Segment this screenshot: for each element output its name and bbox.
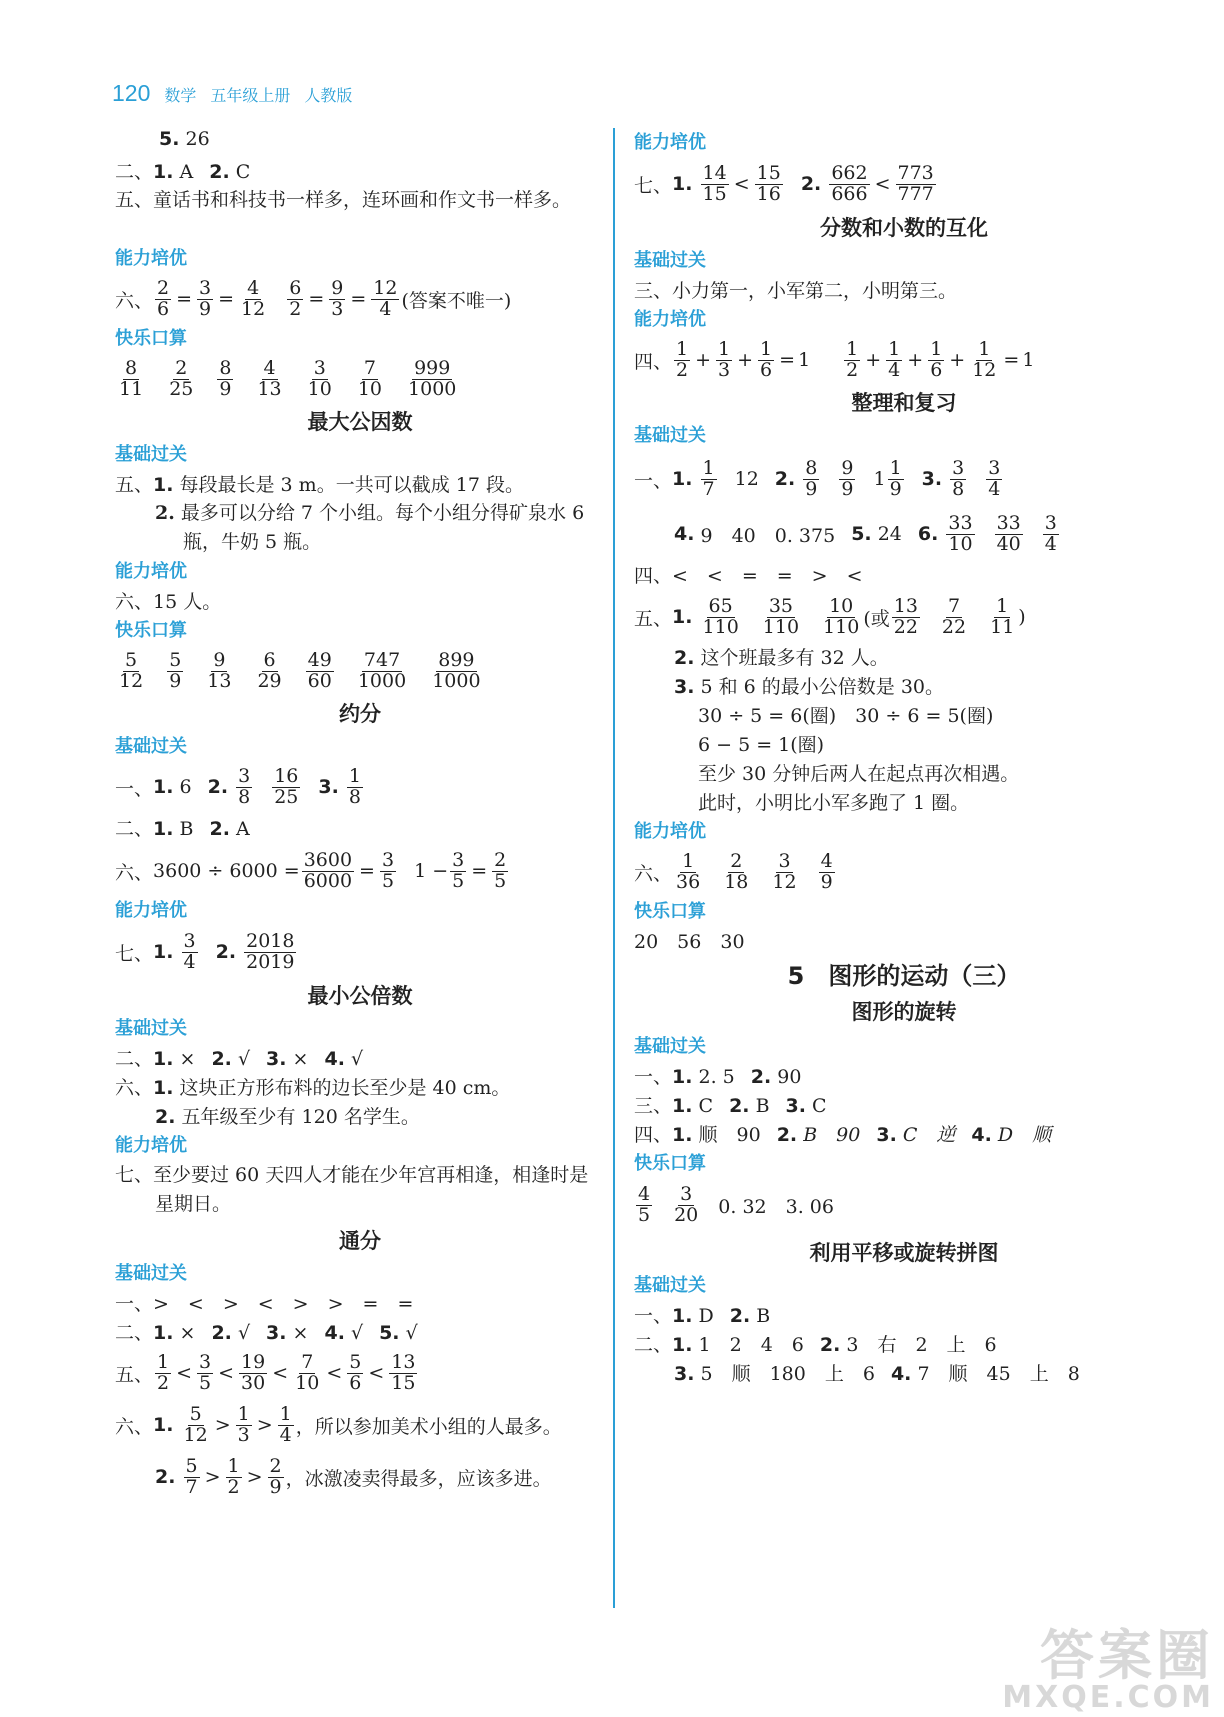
answer-line: 一、1. 2. 5 2. 90	[634, 1066, 802, 1088]
section-label: 能力培优	[115, 900, 187, 921]
page-number: 120	[112, 80, 151, 106]
fraction: 662 666	[831, 161, 868, 205]
answer-line: 二、1. A 2. C	[115, 161, 251, 183]
watermark-logo: 答案圈 MXQE.COM	[1002, 1624, 1214, 1715]
column-divider	[613, 128, 615, 1608]
chapter-title: 5 图形的运动（三）	[787, 962, 1021, 990]
answer-line: 六、 $\frac{2}{6}$ = $\frac{3}{9}$ = $\frac{4}{12}$ $\frac{6}{2}$ = $\frac{9}{3}$ = $\frac{12}{4}$ (答案不唯一)	[115, 276, 512, 320]
answer-line: 二、1. B 2. A	[115, 818, 250, 840]
fraction: 6 29	[257, 648, 282, 692]
answer-line: 六、1. 这块正方形布料的边长至少是 40 cm。	[115, 1077, 511, 1099]
section-label: 基础过关	[115, 444, 187, 465]
section-label: 能力培优	[634, 821, 706, 842]
fraction: 1 2	[157, 1350, 170, 1394]
fraction: 4 13	[257, 356, 282, 400]
section-label: 快乐口算	[634, 1153, 706, 1174]
answer-line	[115, 354, 605, 404]
section-title: 通分	[339, 1229, 381, 1253]
fraction: 8 11	[119, 356, 144, 400]
fraction: 8 9	[219, 356, 232, 400]
answer-line: 一、> < > < > > = =	[115, 1293, 414, 1315]
section-title: 最小公倍数	[307, 984, 413, 1008]
fraction: 3 4	[183, 929, 196, 973]
right-column	[634, 128, 1174, 1388]
answer-line: 至少 30 分钟后两人在起点再次相遇。	[698, 763, 1020, 785]
fraction: $\frac{9}{3}$	[331, 276, 344, 320]
fraction: 3 10	[307, 356, 332, 400]
fraction: $\frac{12}{4}$	[373, 276, 398, 320]
answer-line: 6 − 5 = 1(圈)	[698, 734, 825, 756]
answer-line: 三、1. C 2. B 3. C	[634, 1095, 827, 1117]
fraction: 1 4	[279, 1402, 292, 1446]
answer-line: 二、1. 1 2 4 6 2. 3 右 2 上 6	[634, 1334, 997, 1356]
fraction: 7 22	[941, 594, 967, 638]
answer-line: 5. 26	[159, 128, 210, 150]
fraction: $\frac{3}{9}$	[199, 276, 212, 320]
fraction: 1 9	[889, 456, 902, 500]
fraction: $\frac{3}{5}$	[452, 848, 465, 892]
fraction: 33 40	[996, 511, 1021, 555]
fraction: 1 7	[702, 456, 715, 500]
answer-line: 七、至少要过 60 天四人才能在少年宫再相逢，相逢时是星期日。	[115, 1164, 589, 1215]
section-label: 基础过关	[115, 1263, 187, 1284]
answer-line: 四、 1 2 + $\frac{1}{3}$ + $\frac{1}{6}$ = 1 1 2 + $\frac{1}{4}$ + $\frac{1}{6}$ + $\frac{1}{12}$ = 1	[634, 337, 1035, 381]
fraction: 3 5	[199, 1350, 212, 1394]
fraction: $\frac{1}{12}$	[972, 337, 997, 381]
answer-line: 六、 1 36 2 18 3 12 4 9	[634, 849, 833, 893]
fraction: $\frac{2}{6}$	[157, 276, 170, 320]
fraction: 10 110	[823, 594, 860, 638]
answer-line: 五、1. 每段最长是 3 m。一共可以截成 17 段。	[115, 474, 524, 496]
section-title: 整理和复习	[851, 391, 957, 415]
fraction: 9 13	[207, 648, 232, 692]
fraction: 16 25	[274, 764, 299, 808]
fraction: 4 5	[638, 1182, 651, 1226]
fraction: 2018 2019	[246, 929, 295, 973]
fraction: 5 9	[169, 648, 182, 692]
answer-line	[115, 646, 605, 696]
fraction: 1 8	[348, 764, 361, 808]
fraction: 33 10	[948, 511, 973, 555]
section-label: 能力培优	[634, 132, 706, 153]
fraction: $\frac{1}{4}$	[888, 337, 901, 381]
section-label: 基础过关	[634, 1275, 706, 1296]
fraction: 49 60	[307, 648, 332, 692]
fraction: 899 1000	[432, 648, 481, 692]
fraction: $\frac{2}{5}$	[494, 848, 507, 892]
fraction: 5 12	[183, 1402, 208, 1446]
fraction: 13 22	[893, 594, 918, 638]
fraction: 1 2	[227, 1454, 240, 1498]
fraction: 5 12	[119, 648, 144, 692]
fraction: 65 110	[702, 594, 739, 638]
answer-line: 六、 1. 5 12 > 1 3 > 1 4 ，所以参加美术小组的人最多。	[115, 1402, 562, 1446]
section-label: 基础过关	[634, 425, 706, 446]
answer-line: 五、童话书和科技书一样多，连环画和作文书一样多。	[115, 189, 572, 211]
answer-line: 七、 1. 3 4 2. 2018 2019	[115, 929, 295, 973]
section-label: 能力培优	[115, 248, 187, 269]
answer-line: 五、 1. 65 110 35 110 10 110 (或 13 22 7 22 1 11 )	[634, 594, 1026, 638]
header-edition: 人教版	[304, 86, 353, 105]
answer-line: 4 5 3 20 0. 32 3. 06	[638, 1182, 834, 1226]
answer-line: 2. 这个班最多有 32 人。	[674, 647, 889, 669]
fraction: 3 12	[772, 849, 797, 893]
answer-line: 30 ÷ 5 = 6(圈) 30 ÷ 6 = 5(圈)	[698, 705, 994, 727]
answer-line: 2. 5 7 > 1 2 > 2 9 ，冰激凌卖得最多，应该多进。	[155, 1454, 552, 1498]
answer-line: 一、1. D 2. B	[634, 1305, 771, 1327]
answer-line: 3. 5 顺 180 上 6 4. 7 顺 45 上 8	[674, 1363, 1080, 1385]
fraction: 7 10	[357, 356, 383, 400]
section-label: 能力培优	[634, 309, 706, 330]
fraction: 1 11	[990, 594, 1015, 638]
fraction: 13 15	[391, 1350, 416, 1394]
answer-line: 四、< < = = > <	[634, 565, 863, 587]
answer-line: 三、小力第一，小军第二，小明第三。	[634, 280, 958, 302]
section-label: 能力培优	[115, 1135, 187, 1156]
answer-line: 六、15 人。	[115, 591, 222, 613]
fraction: 3 8	[238, 764, 251, 808]
answer-line: 四、1. 顺 90 2. B 90 3. C 逆 4. D 顺	[634, 1124, 1052, 1146]
section-label: 快乐口算	[115, 328, 187, 349]
answer-line: 二、1. × 2. √ 3. × 4. √ 5. √	[115, 1322, 418, 1344]
fraction: 2 25	[169, 356, 194, 400]
answer-line: 2. 五年级至少有 120 名学生。	[155, 1106, 420, 1128]
answer-line: 2. 最多可以分给 7 个小组。每个小组分得矿泉水 6 瓶，牛奶 5 瓶。	[155, 502, 585, 553]
section-title: 分数和小数的互化	[820, 216, 988, 240]
fraction: 747 1000	[357, 648, 407, 692]
fraction: $\frac{3600}{6000}$	[303, 848, 353, 892]
section-title: 利用平移或旋转拼图	[809, 1241, 999, 1265]
answer-line: 20 56 30	[634, 931, 745, 953]
fraction: 1 36	[676, 849, 701, 893]
answer-line: 一、 1. 6 2. 3 8 16 25 3. 1 8	[115, 764, 361, 808]
answer-line: 七、 1. 14 15 < 15 16 2. 662 666 < 773 777	[634, 161, 934, 205]
fraction: 999 1000	[408, 356, 457, 400]
section-label: 快乐口算	[115, 620, 187, 641]
answer-line: 此时，小明比小军多跑了 1 圈。	[698, 792, 970, 814]
fraction: 19 30	[241, 1350, 266, 1394]
fraction: 3 4	[988, 456, 1001, 500]
fraction: 773 777	[897, 161, 934, 205]
answer-line: 3. 5 和 6 的最小公倍数是 30。	[674, 676, 945, 698]
fraction: 8 9	[805, 456, 818, 500]
fraction: 35 110	[762, 594, 800, 638]
fraction: 15 16	[756, 161, 781, 205]
fraction: 1 3	[237, 1402, 250, 1446]
page-header	[112, 80, 352, 107]
fraction: 5 6	[349, 1350, 362, 1394]
section-label: 能力培优	[115, 561, 187, 582]
fraction: 9 9	[841, 456, 854, 500]
fraction: 2 9	[269, 1454, 282, 1498]
section-title: 图形的旋转	[851, 1000, 957, 1024]
section-title: 最大公因数	[307, 410, 413, 434]
fraction: 4 9	[820, 849, 833, 893]
section-label: 基础过关	[115, 1018, 187, 1039]
fraction: $\frac{1}{6}$	[930, 337, 943, 381]
fraction: 3 20	[674, 1182, 699, 1226]
fraction: 3 8	[952, 456, 965, 500]
section-label: 基础过关	[115, 736, 187, 757]
fraction: 5 7	[185, 1454, 198, 1498]
answer-line: 一、 1. 1 7 12 2. 8 9 9 9 1 1 9 3. 3 8 3 4	[634, 456, 1001, 500]
section-title: 约分	[339, 702, 381, 726]
fraction: $\frac{6}{2}$	[289, 276, 302, 320]
section-label: 基础过关	[634, 250, 706, 271]
fraction: 1 2	[846, 337, 859, 381]
answer-line: 五、 1 2 < 3 5 < 19 30 < 7 10 < 5 6 < 13 15	[115, 1350, 416, 1394]
fraction: $\frac{3}{5}$	[381, 848, 395, 892]
fraction: 3 4	[1044, 511, 1057, 555]
fraction: 1 2	[676, 337, 689, 381]
header-grade: 五年级上册	[210, 86, 291, 105]
section-label: 快乐口算	[634, 901, 706, 922]
fraction: $\frac{4}{12}$	[241, 276, 266, 320]
fraction: $\frac{1}{6}$	[760, 337, 773, 381]
fraction: 2 18	[724, 849, 749, 893]
fraction: $\frac{1}{3}$	[718, 337, 731, 381]
left-column	[115, 128, 605, 1503]
header-subject: 数学	[164, 86, 197, 105]
answer-line: 4. 9 40 0. 375 5. 24 6. 33 10 33 40 3 4	[674, 511, 1057, 555]
answer-line: 六、 3600 ÷ 6000 = $\frac{3600}{6000}$ = $\frac{3}{5}$ 1 − $\frac{3}{5}$ = $\frac{2}{5}$	[115, 848, 507, 892]
fraction: 7 10	[295, 1350, 320, 1394]
answer-line: 二、1. × 2. √ 3. × 4. √	[115, 1048, 364, 1070]
fraction: 14 15	[702, 161, 727, 205]
section-label: 基础过关	[634, 1036, 706, 1057]
